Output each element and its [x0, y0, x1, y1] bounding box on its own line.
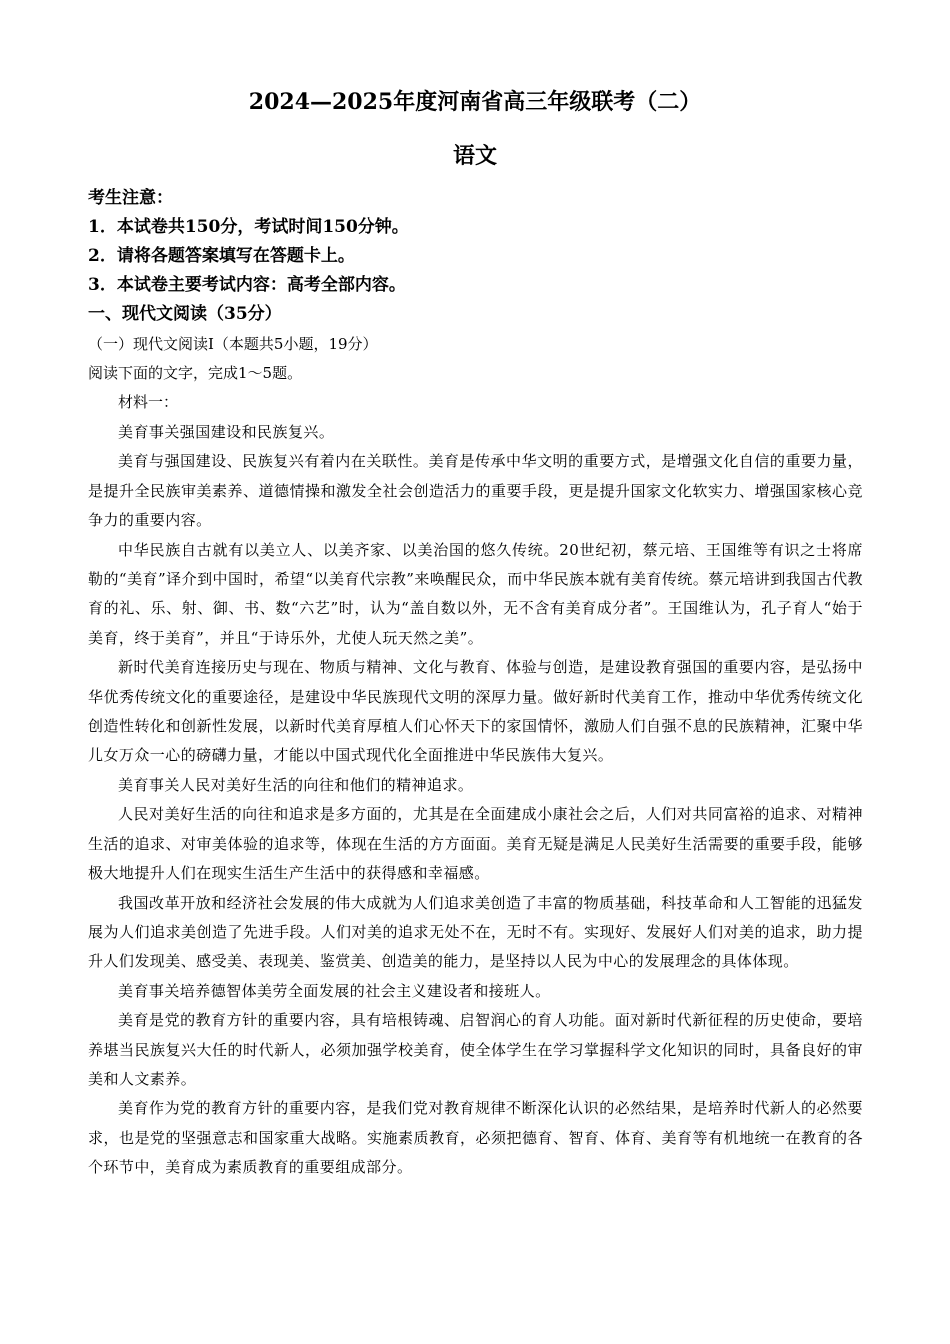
material-label: 材料一： [118, 393, 179, 411]
subject-title: 语文 [452, 143, 497, 169]
paragraph: 美育事关人民对美好生活的向往和他们的精神追求。 [118, 775, 474, 794]
paragraph: 美育是党的教育方针的重要内容，具有培根铸魂、启智润心的育人功能。面对新时代新征程的历史使命，要培养堪当民族复兴大任的时代新人，必须加强学校美育，使全体学生在学习掌握科学文化知识的同时，具备良好的审美和人文素养。 [88, 1011, 863, 1088]
reading-instruction: 阅读下面的文字，完成1～5题。 [88, 364, 303, 382]
material-body [88, 418, 863, 1183]
paragraph: 美育事关强国建设和民族复兴。 [118, 423, 335, 441]
exam-title: 2024—2025年度河南省高三年级联考（二） [248, 89, 702, 115]
paragraph: 中华民族自古就有以美立人、以美齐家、以美治国的悠久传统。20世纪初，蔡元培、王国维等有识之士将席勒的“美育”译介到中国时，希望“以美育代宗教”来唤醒民众，而中华民族本就有美育传统。蔡元培讲到我国古代教育的礼、乐、射、御、书、数“六艺”时，认为“盖自数以外，无不含有美育成分者”。王国维认为，孔子育人“始于美育，终于美育”，并且“于诗乐外，尤使人玩天然之美”。 [88, 540, 863, 647]
section-heading: 一、现代文阅读（35分） [88, 304, 282, 324]
notice-item-3: 3．本试卷主要考试内容：高考全部内容。 [88, 275, 406, 295]
notice-item-1: 1．本试卷共150分，考试时间150分钟。 [88, 217, 409, 237]
paragraph: 美育作为党的教育方针的重要内容，是我们党对教育规律不断深化认识的必然结果，是培养时代新人的必然要求，也是党的坚强意志和国家重大战略。实施素质教育，必须把德育、智育、体育、美育等有机地统一在教育的各个环节中，美育成为素质教育的重要组成部分。 [88, 1099, 863, 1177]
paragraph: 美育事关培养德智体美劳全面发展的社会主义建设者和接班人。 [118, 981, 551, 1000]
notice-item-2: 2．请将各题答案填写在答题卡上。 [88, 246, 355, 266]
paragraph: 新时代美育连接历史与现在、物质与精神、文化与教育、体验与创造，是建设教育强国的重要内容，是弘扬中华优秀传统文化的重要途径，是建设中华民族现代文明的深厚力量。做好新时代美育工作，推动中华优秀传统文化创造性转化和创新性发展，以新时代美育厚植人们心怀天下的家国情怀，激励人们自强不息的民族精神，汇聚中华儿女万众一心的磅礴力量，才能以中国式现代化全面推进中华民族伟大复兴。 [88, 658, 863, 765]
section-subheading: （一）现代文阅读Ⅰ（本题共5小题，19分） [88, 335, 378, 353]
paragraph: 我国改革开放和经济社会发展的伟大成就为人们追求美创造了丰富的物质基础，科技革命和人工智能的迅猛发展为人们追求美创造了先进手段。人们对美的追求无处不在，无时不有。实现好、发展好人们对美的追求，助力提升人们发现美、感受美、表现美、鉴赏美、创造美的能力，是坚持以人民为中心的发展理念的具体体现。 [88, 893, 863, 971]
paragraph: 美育与强国建设、民族复兴有着内在关联性。美育是传承中华文明的重要方式，是增强文化自信的重要力量，是提升全民族审美素养、道德情操和激发全社会创造活力的重要手段，更是提升国家文化软实力、增强国家核心竞争力的重要内容。 [88, 452, 863, 530]
paragraph: 人民对美好生活的向往和追求是多方面的，尤其是在全面建成小康社会之后，人们对共同富裕的追求、对精神生活的追求、对审美体验的追求等，体现在生活的方方面面。美育无疑是满足人民美好生活需要的重要手段，能够极大地提升人们在现实生活生产生活中的获得感和幸福感。 [88, 805, 863, 883]
notice-heading: 考生注意： [88, 188, 173, 208]
